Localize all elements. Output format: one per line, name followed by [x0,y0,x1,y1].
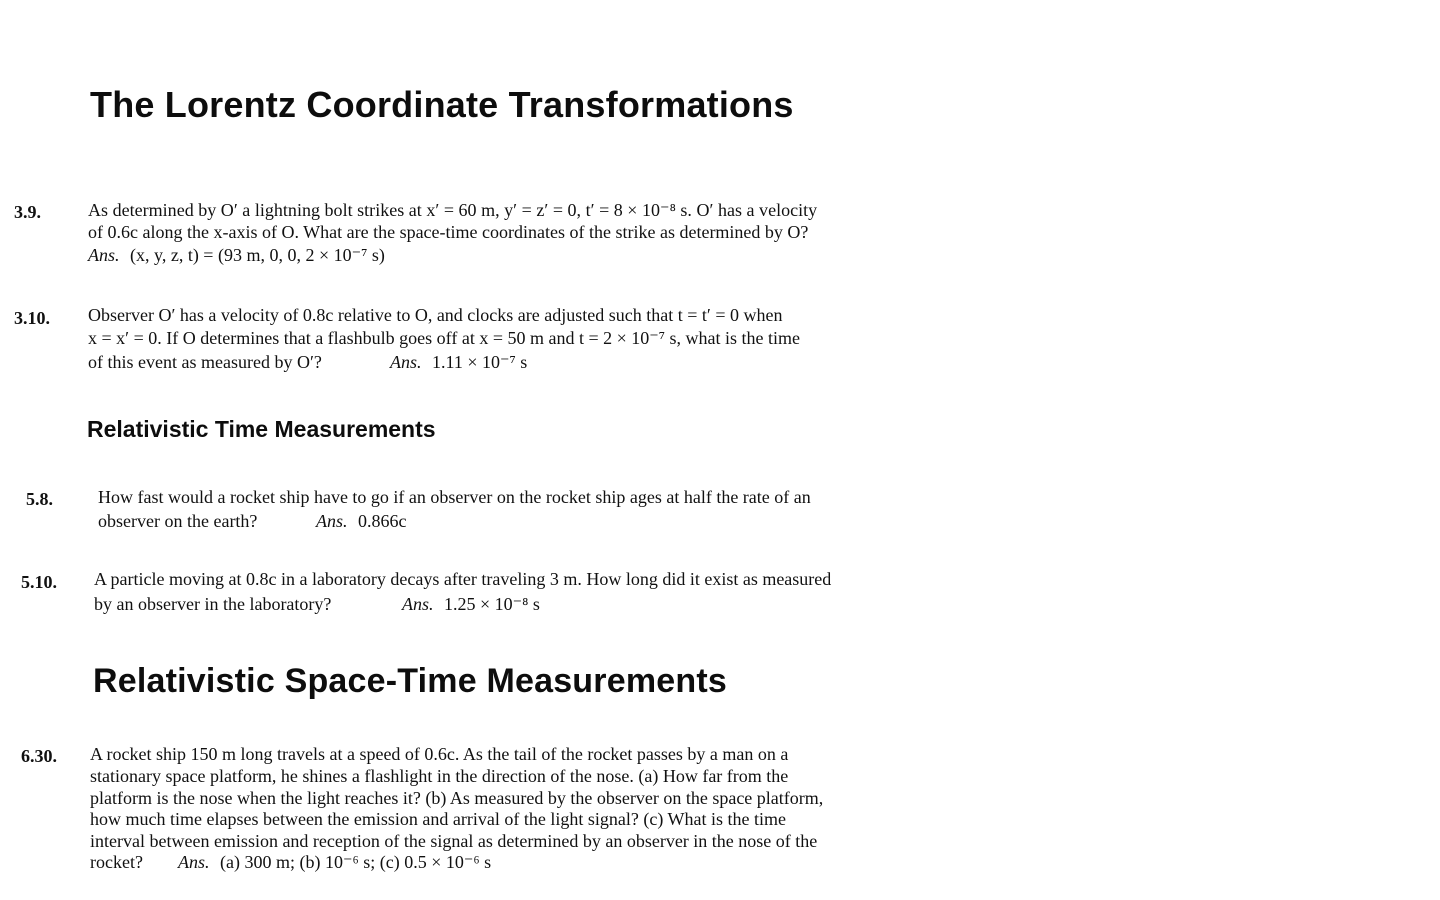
answer-value: 1.25 × 10⁻⁸ s [444,594,540,614]
problem-text-line: observer on the earth? [98,511,258,531]
problem-text-line: Observer O′ has a velocity of 0.8c relative to O, and clocks are adjusted such that t = t′ = 0 when [88,305,783,325]
problem-number: 5.10. [21,572,57,592]
problem-text-line: how much time elapses between the emission and arrival of the light signal? (c) What is the time [90,809,786,829]
problem-text-line: rocket? [90,852,143,872]
answer-label: Ans. [402,594,434,614]
problem-text-line: stationary space platform, he shines a flashlight in the direction of the nose. (a) How far from the [90,766,789,786]
answer-value: 0.866c [358,511,407,531]
problem-text-line: by an observer in the laboratory? [94,594,332,614]
answer-line [390,352,527,373]
problem-number: 3.10. [14,308,50,328]
problem-text-line: How fast would a rocket ship have to go if an observer on the rocket ship ages at half the rate of an [98,487,811,507]
problem-number: 6.30. [21,746,57,766]
answer-label: Ans. [88,245,120,265]
problem-text-line: of this event as measured by O′? [88,352,322,372]
problem-number: 5.8. [26,489,53,509]
problem-text-line: As determined by O′ a lightning bolt strikes at x′ = 60 m, y′ = z′ = 0, t′ = 8 × 10⁻⁸ s. O′ has a velocity [88,200,818,220]
answer-value: (a) 300 m; (b) 10⁻⁶ s; (c) 0.5 × 10⁻⁶ s [220,852,492,872]
answer-label: Ans. [178,852,210,872]
problem-text-line: A rocket ship 150 m long travels at a speed of 0.6c. As the tail of the rocket passes by a man on a [90,744,789,764]
answer-value: (x, y, z, t) = (93 m, 0, 0, 2 × 10⁻⁷ s) [130,245,385,265]
problem-text-line: A particle moving at 0.8c in a laboratory decays after traveling 3 m. How long did it exist as measured [94,569,832,589]
answer-value: 1.11 × 10⁻⁷ s [432,352,528,372]
problem-text-line: of 0.6c along the x-axis of O. What are the space-time coordinates of the strike as determined by O? [88,222,809,242]
answer-line [178,852,491,873]
answer-label: Ans. [316,511,348,531]
problem-number: 3.9. [14,202,41,222]
problem-text-line: x = x′ = 0. If O determines that a flashbulb goes off at x = 50 m and t = 2 × 10⁻⁷ s, what is the time [88,328,801,348]
section-title-spacetime: Relativistic Space-Time Measurements [93,662,727,700]
answer-line [316,511,407,532]
problem-text-line: interval between emission and reception of the signal as determined by an observer in the nose of the [90,831,818,851]
answer-line [402,594,540,615]
answer-line [88,245,385,266]
problem-text-line: platform is the nose when the light reaches it? (b) As measured by the observer on the space platform, [90,788,824,808]
answer-label: Ans. [390,352,422,372]
section-title-time: Relativistic Time Measurements [87,416,436,442]
section-title-lorentz: The Lorentz Coordinate Transformations [90,84,794,125]
